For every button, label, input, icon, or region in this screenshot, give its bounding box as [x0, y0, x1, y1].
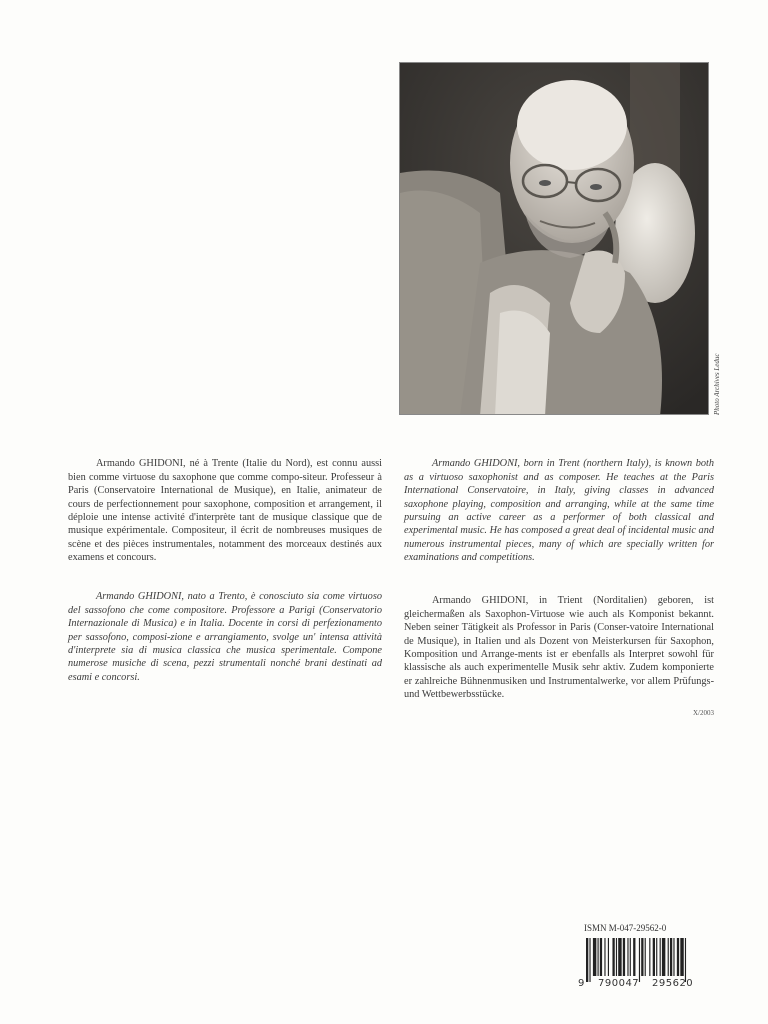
barcode-bar [633, 938, 635, 976]
barcode-bar [589, 938, 590, 982]
barcode-bar [604, 938, 605, 976]
barcode-digits-right: 295620 [652, 978, 694, 989]
barcode-bar [627, 938, 628, 976]
barcode-bar [616, 938, 617, 976]
barcode-bar [598, 938, 599, 976]
portrait-photo [399, 62, 709, 415]
barcode-bar [649, 938, 650, 976]
barcode-bar [673, 938, 674, 976]
barcode-bar [608, 938, 609, 976]
barcode-bar [630, 938, 631, 976]
barcode-bar [668, 938, 669, 976]
barcode-bar [600, 938, 602, 976]
barcode-bar [680, 938, 683, 976]
barcode-bar [656, 938, 657, 976]
barcode-bar [639, 938, 640, 982]
bio-german: Armando GHIDONI, in Trient (Norditalien) geboren, ist gleichermaßen als Saxophon-Virtuose wie auch als Komponist bekannt. Neben seiner Tätigkeit als Professor in Paris (Conser-vatoire International de Musique), in Italien und als Dozent von Meisterkursen für Saxophon, Komposition und Arrange-ments ist er ebenfalls als Interpret sowohl für klassische als auch experimentelle Musik sehr aktiv. Zudem komponierte er zahlreiche Bühnenmusiken und Instrumentalwerke, vor allem Prüfungs- und Wettbewerbsstücke. [404, 595, 714, 701]
bio-italian: Armando GHIDONI, nato a Trento, è conosciuto sia come virtuoso del sassofono che come compositore. Professore a Parigi (Conservatorio Internazionale di Musica) e in Italia. Docente in corsi di perfezionamento per sassofono, composi-zione e arrangiamento, svolge un' intensa attività d'interprete sia di musica classica che musica sperimentale. Compone numerose musiche di scena, pezzi strumentali nonché brani destinati ad esami e concorsi. [68, 591, 382, 683]
barcode-bar [612, 938, 614, 976]
barcode-bar [593, 938, 596, 976]
portrait-image [400, 63, 709, 415]
barcode-bar [677, 938, 679, 976]
barcode-digit-lead: 9 [578, 978, 585, 989]
barcode-bar [623, 938, 625, 976]
barcode-bar [685, 938, 686, 982]
barcode-bar [660, 938, 661, 976]
date-code: X/2003 [693, 709, 714, 717]
ismn-number: ISMN M-047-29562-0 [584, 923, 667, 933]
barcode-bar [653, 938, 655, 976]
bio-english: Armando GHIDONI, born in Trent (northern Italy), is known both as a virtuoso saxophonist and as composer. He teaches at the Paris International Conservatoire, in Italy, giving classes in advanced saxophone playing, composition and arranging, while at the same time pursuing an active career as a performer of both classical and experimental music. He has composed a great deal of incidental music and numerous instrumental pieces, many of which are specially written for examinations and competitions. [404, 458, 714, 564]
barcode-bar [618, 938, 621, 976]
barcode-bar [670, 938, 672, 976]
barcode-bar [641, 938, 643, 976]
bio-french: Armando GHIDONI, né à Trente (Italie du Nord), est connu aussi bien comme virtuose du saxophone que comme compo-siteur. Professeur à Paris (Conservatoire International de Musique), en Italie, animateur de cours de perfectionnement pour saxophone, composition et arrangement, il déploie une intense activité d'interprète tant de musique classique que de musique expérimentale. Compositeur, il écrit de nombreuses musiques de scène et des pièces instrumentales, notamment des morceaux destinés aux examens et concours. [68, 458, 382, 564]
barcode-digits-left: 790047 [598, 978, 640, 989]
photo-credit: Photo Archives Leduc [713, 353, 721, 415]
barcode-bar [586, 938, 588, 982]
barcode [586, 938, 712, 982]
barcode-bar [645, 938, 646, 976]
barcode-bar [662, 938, 665, 976]
